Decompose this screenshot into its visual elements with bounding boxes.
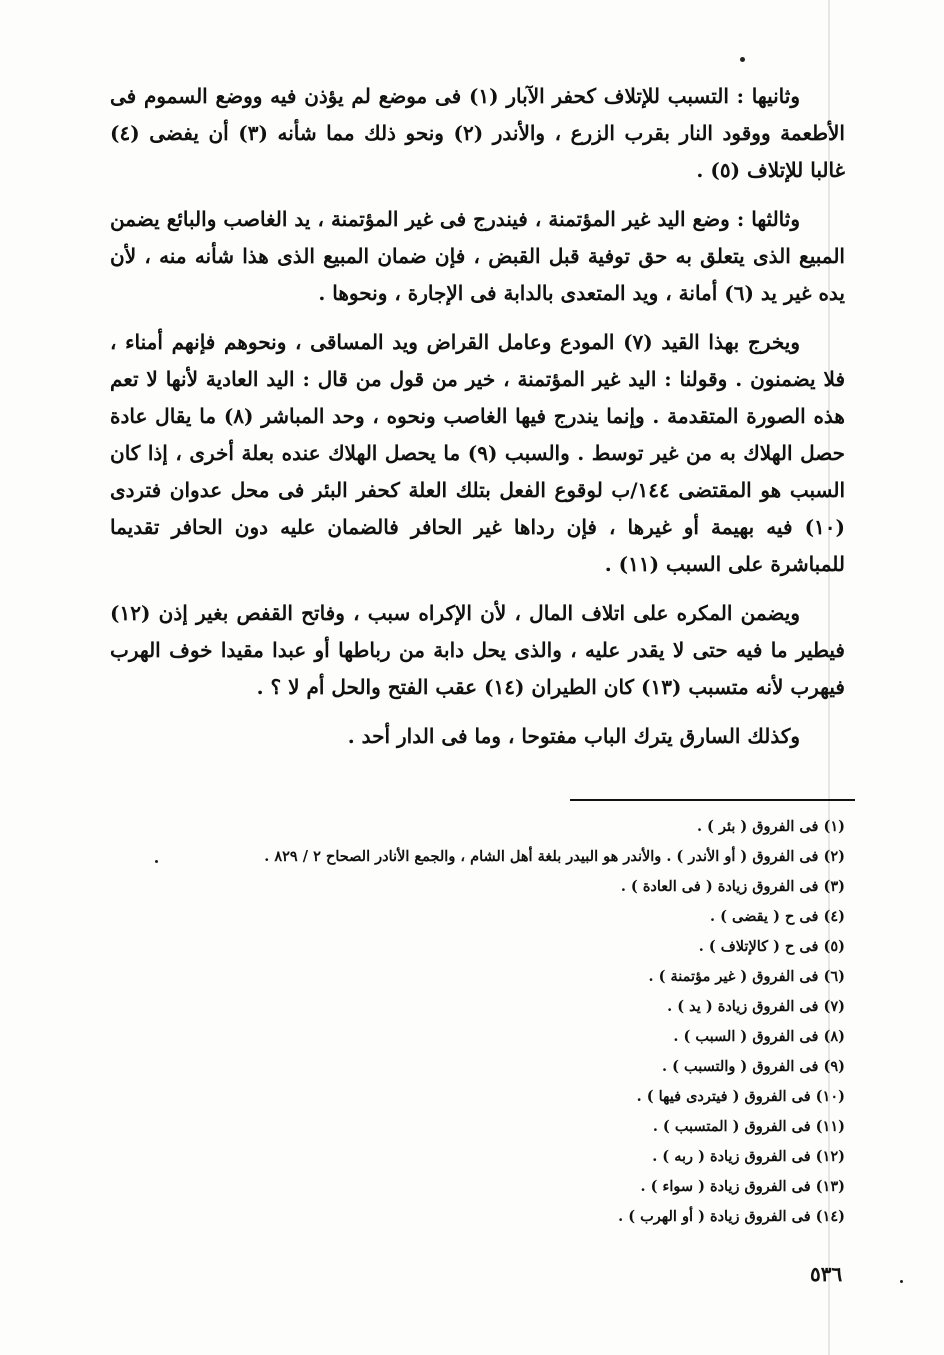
text-line: المبيع الذى يتعلق به حق توفية قبل القبض ، فإن ضمان المبيع الذى هذا شأنه منه ، لأن يده	[110, 244, 845, 305]
text-line: متسبب (١٣) كان الطيران (١٤) عقب الفتح والحل أم لا ؟ .	[256, 675, 749, 699]
text-line: الأطعمة ووقود النار بقرب الزرع ، والأندر (٢) ونحو ذلك مما شأنه (٣) أن يفضى (٤) غالبا	[110, 121, 845, 182]
footnote: (١) فى الفروق ( بئر ) .	[696, 818, 845, 835]
footnote: (١٣) فى الفروق زيادة ( سواء ) .	[640, 1178, 845, 1195]
text-line: فيه بهيمة أو غيرها ، فإن رداها غير الحافر فالضمان عليه دون الحافر تقديما للمباشرة على	[110, 515, 845, 576]
ink-speck	[155, 860, 158, 863]
footnote: (٦) فى الفروق ( غير مؤتمنة ) .	[648, 968, 845, 985]
footnote: (٥) فى ح ( كالإتلاف ) .	[698, 938, 845, 955]
text-line: السبب (١١) .	[604, 552, 722, 576]
page-number: ٥٣٦	[810, 1262, 843, 1286]
text-line: الهلاك به من غير توسط . والسبب (٩) ما يحصل الهلاك عنده بعلة أخرى ، إذا كان السبب	[110, 441, 846, 502]
footnote: (١١) فى الفروق ( المتسبب ) .	[652, 1118, 845, 1135]
footnote: (٧) فى الفروق زيادة ( يد ) .	[667, 998, 845, 1015]
text-line: الصورة المتقدمة . وإنما يندرج فيها الغاصب ونحوه ، وحد المباشر (٨) ما يقال عادة حصل	[110, 404, 845, 465]
text-line: وثانيها : التسبب للإتلاف كحفر الآبار (١) فى موضع لم يؤذن فيه ووضع السموم فى	[110, 84, 800, 108]
text-line: يضمنون . وقولنا : اليد غير المؤتمنة ، خير من قول من قال : اليد العادية لأنها لا تعم هذه	[110, 367, 845, 428]
main-text-body	[110, 78, 845, 767]
text-line: ويضمن المكره على اتلاف المال ، لأن الإكراه سبب ، وفاتح القفص بغير إذن (١٢) فيطير	[110, 601, 845, 662]
footnote: (١٤) فى الفروق زيادة ( أو الهرب ) .	[618, 1208, 845, 1225]
footnote: (٩) فى الفروق ( والتسبب ) .	[661, 1058, 845, 1075]
paragraph	[110, 718, 845, 755]
ink-speck	[900, 1280, 903, 1283]
paragraph	[110, 78, 845, 189]
paragraph	[110, 324, 845, 583]
footnotes	[200, 812, 845, 1232]
footnote-separator	[570, 799, 855, 801]
footnote: (١٠) فى الفروق ( فيتردى فيها ) .	[636, 1088, 845, 1105]
text-line: غير يد (٦) أمانة ، ويد المتعدى بالدابة فى الإجارة ، ونحوها .	[318, 281, 812, 305]
paragraph	[110, 595, 845, 706]
footnote: (٤) فى ح ( يقضى ) .	[710, 908, 845, 925]
paragraph	[110, 201, 845, 312]
text-line: للإتلاف (٥) .	[696, 158, 804, 182]
footnote: (٨) فى الفروق ( السبب ) .	[673, 1028, 845, 1045]
footnote: (٢) فى الفروق ( أو الأندر ) . والأندر هو البيدر بلغة أهل الشام ، والجمع الأنادر الصحاح ٢ / ٨٢٩ .	[264, 848, 845, 865]
text-line: هو المقتضى ١٤٤/ب لوقوع الفعل بتلك العلة كحفر البئر فى محل عدوان فتردى (١٠)	[110, 478, 845, 539]
text-line: ما فيه حتى لا يقدر عليه ، والذى يحل دابة من رباطها أو عبدا مقيدا خوف الهرب فيهرب لأنه	[110, 638, 845, 699]
footnote: (٣) فى الفروق زيادة ( فى العادة ) .	[620, 878, 845, 895]
text-line: ويخرج بهذا القيد (٧) المودع وعامل القراض ويد المساقى ، ونحوهم فإنهم أمناء ، فلا	[110, 330, 846, 391]
footnote: (١٢) فى الفروق زيادة ( ربه ) .	[652, 1148, 845, 1165]
ink-speck	[740, 57, 745, 62]
text-line: وثالثها : وضع اليد غير المؤتمنة ، فيندرج فى غير المؤتمنة ، يد الغاصب والبائع يضمن	[110, 207, 800, 231]
text-line: وكذلك السارق يترك الباب مفتوحا ، وما فى الدار أحد .	[347, 724, 800, 748]
